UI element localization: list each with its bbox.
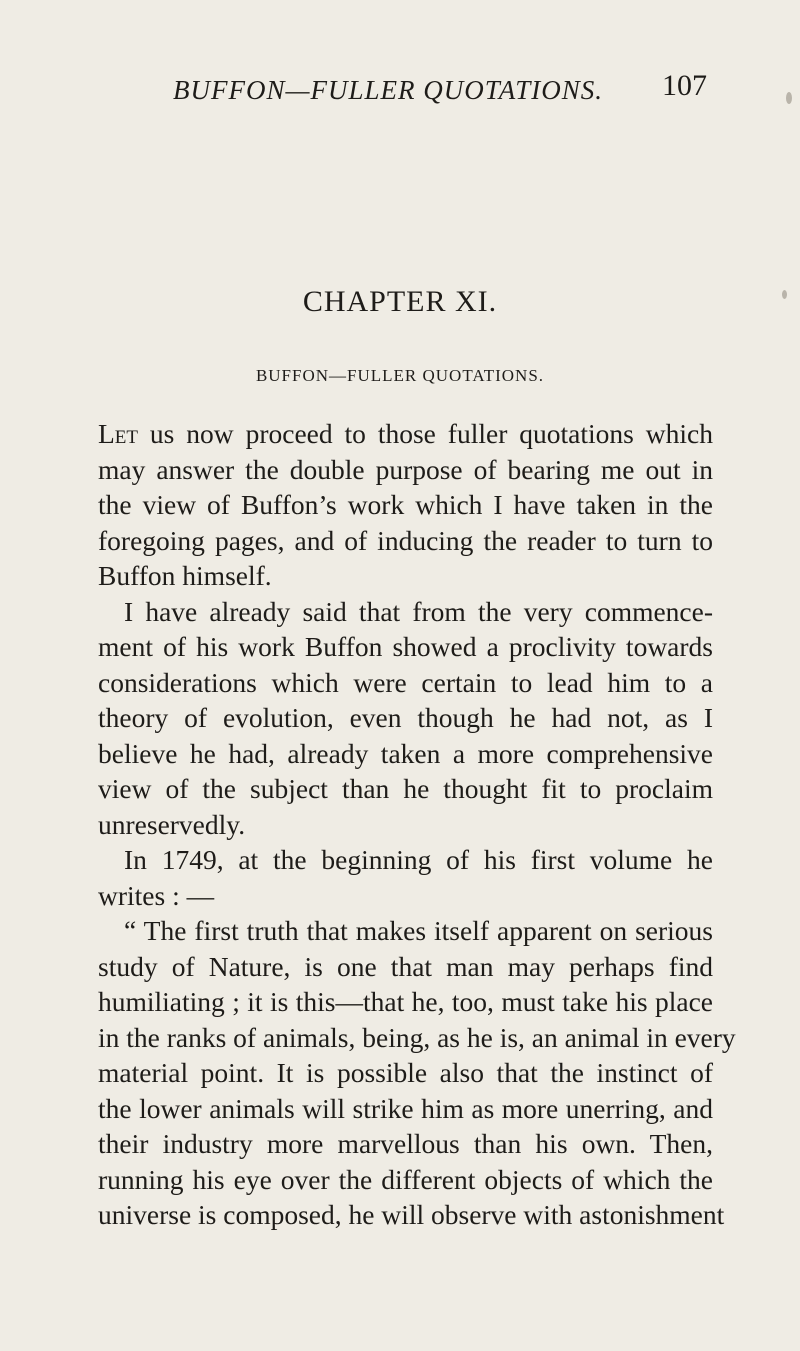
text-line: the lower animals will strike him as more unerring, and — [98, 1092, 713, 1124]
text-line: considerations which were certain to lead him to a — [98, 666, 713, 698]
text-line: may answer the double purpose of bearing me out in — [98, 453, 713, 485]
text-line: universe is composed, he will observe with astonishment — [98, 1199, 725, 1230]
text-line: foregoing pages, and of inducing the reader to turn to — [98, 524, 713, 556]
text-line: view of the subject than he thought fit to proclaim — [98, 773, 713, 804]
text-line: theory of evolution, even though he had not, as I — [98, 702, 713, 733]
text-line: unreservedly. — [98, 808, 246, 840]
text-line: Buffon himself. — [98, 560, 272, 591]
text-line: writes : — — [98, 879, 215, 911]
opening-word: Let — [98, 418, 139, 449]
text-line: In 1749, at the beginning of his first volume he — [124, 844, 713, 875]
text-line: “ The first truth that makes itself apparent on serious — [124, 915, 713, 946]
text-line: in the ranks of animals, being, as he is, an animal in every — [98, 1021, 736, 1053]
text-line: ment of his work Buffon showed a proclivity towards — [98, 631, 713, 662]
text-line: humiliating ; it is this—that he, too, must take his place — [98, 986, 713, 1017]
running-head — [0, 70, 800, 110]
text-line: the view of Buffon’s work which I have taken in the — [98, 489, 713, 520]
text-line: I have already said that from the very commence- — [124, 595, 713, 627]
text-line: believe he had, already taken a more comprehensive — [98, 737, 713, 769]
text-line: study of Nature, is one that man may perhaps find — [98, 950, 713, 982]
text-line: running his eye over the different objects of which the — [98, 1163, 713, 1195]
chapter-subtitle: BUFFON—FULLER QUOTATIONS. — [255, 366, 545, 385]
text-line: their industry more marvellous than his own. Then, — [98, 1128, 713, 1159]
body-text — [98, 416, 736, 1233]
text-line: material point. It is possible also that the instinct of — [98, 1057, 713, 1088]
chapter-title: CHAPTER XI. — [302, 285, 498, 318]
page-number: 107 — [662, 69, 707, 102]
text-line-rest: us now proceed to those fuller quotations which — [138, 418, 713, 449]
text-line — [98, 416, 713, 452]
running-title: BUFFON—FULLER QUOTATIONS. — [173, 75, 604, 105]
